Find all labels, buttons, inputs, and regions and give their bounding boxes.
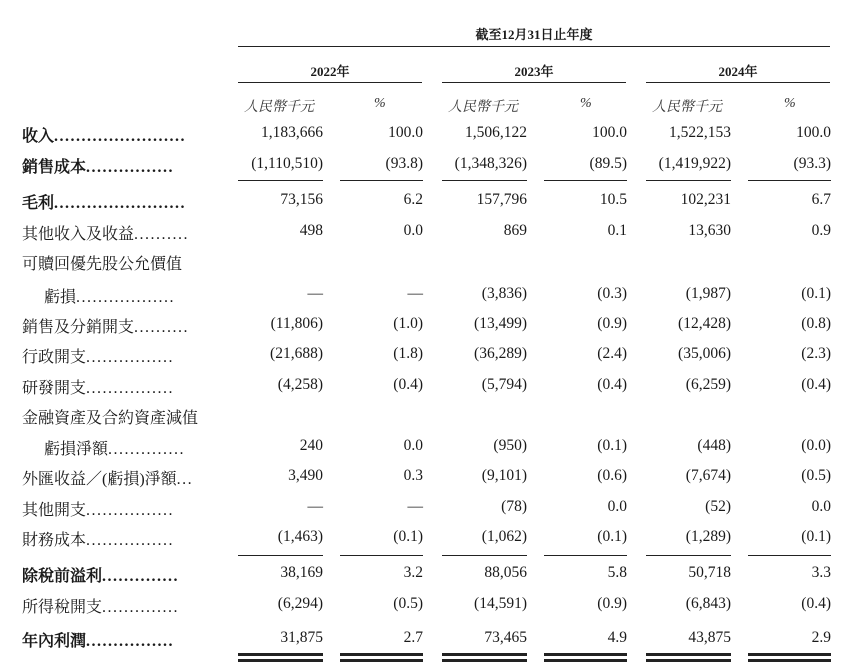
row-value: 3.2	[403, 564, 423, 581]
row-value: (0.1)	[801, 528, 831, 545]
row-value: (14,591)	[474, 595, 527, 612]
row-value: (52)	[705, 498, 731, 515]
row-value: (0.6)	[597, 467, 627, 484]
row-value: 0.0	[607, 498, 627, 515]
row-label-text: 金融資產及合約資產減值	[22, 410, 199, 427]
row-value: (0.1)	[801, 285, 831, 302]
row-value: —	[407, 498, 423, 515]
row-label	[22, 375, 174, 398]
subtotal-rule	[340, 180, 423, 181]
row-label-leader: ........................	[54, 128, 187, 145]
period-title: 截至12月31日止年度	[475, 27, 593, 42]
row-value: (0.1)	[597, 437, 627, 454]
row-label-text: 虧損	[44, 289, 77, 306]
row-value: (0.9)	[597, 595, 627, 612]
total-double-rule-bottom	[442, 659, 527, 662]
row-label	[22, 123, 186, 146]
row-value: 157,796	[476, 191, 527, 208]
total-double-rule-bottom	[340, 659, 423, 662]
subtotal-rule	[238, 555, 323, 556]
row-value: (1,987)	[685, 285, 731, 302]
row-value: (5,794)	[481, 376, 527, 393]
year-2024-header: 2024年	[718, 64, 758, 79]
row-label-text: 可贖回優先股公允價值	[22, 256, 183, 273]
row-label-leader: ..............	[102, 568, 180, 585]
row-value: —	[307, 498, 323, 515]
row-label-text: 毛利	[22, 195, 55, 212]
row-value: 498	[299, 222, 323, 239]
total-double-rule-top	[238, 653, 323, 656]
row-value: 0.0	[403, 222, 423, 239]
row-label	[22, 154, 174, 177]
row-label-leader: ..........	[134, 226, 190, 243]
total-double-rule-bottom	[748, 659, 831, 662]
row-value: (93.8)	[385, 155, 423, 172]
total-double-rule-top	[340, 653, 423, 656]
row-value: (1,348,326)	[454, 155, 527, 172]
header-rule	[238, 46, 830, 47]
year-rule-2024	[646, 82, 830, 83]
year-2023-header: 2023年	[514, 64, 554, 79]
row-value: (36,289)	[474, 345, 527, 362]
row-label	[22, 594, 179, 617]
row-value: (13,499)	[474, 315, 527, 332]
row-value: (0.4)	[801, 595, 831, 612]
row-value: 102,231	[680, 191, 731, 208]
row-value: (6,259)	[685, 376, 731, 393]
subtotal-rule	[340, 555, 423, 556]
row-value: (1,289)	[685, 528, 731, 545]
row-value: (0.4)	[597, 376, 627, 393]
row-value: 10.5	[599, 191, 627, 208]
subtotal-rule	[544, 555, 627, 556]
row-label-leader: ..............	[108, 441, 186, 458]
row-value: 50,718	[688, 564, 731, 581]
row-value: (0.4)	[393, 376, 423, 393]
year-rule-2023	[442, 82, 626, 83]
row-label-text: 其他開支	[22, 502, 87, 519]
row-value: 100.0	[388, 124, 423, 141]
row-value: 88,056	[484, 564, 527, 581]
row-label	[22, 405, 198, 428]
row-value: (950)	[493, 437, 527, 454]
total-double-rule-top	[748, 653, 831, 656]
row-value: 4.9	[607, 629, 627, 646]
row-value: 73,465	[484, 629, 527, 646]
row-value: (12,428)	[678, 315, 731, 332]
row-value: (3,836)	[481, 285, 527, 302]
row-value: (0.3)	[597, 285, 627, 302]
row-label-text: 收入	[22, 128, 55, 145]
row-value: 13,630	[688, 222, 731, 239]
row-label	[22, 466, 193, 489]
row-label-text: 銷售成本	[22, 159, 87, 176]
subtotal-rule	[748, 555, 831, 556]
row-value: (0.5)	[393, 595, 423, 612]
row-label	[22, 221, 189, 244]
total-double-rule-top	[646, 653, 731, 656]
row-label-leader: ..................	[76, 289, 176, 306]
row-label-leader: ................	[86, 633, 175, 650]
row-value: (0.4)	[801, 376, 831, 393]
total-double-rule-bottom	[646, 659, 731, 662]
row-value: (11,806)	[270, 315, 323, 332]
row-value: (7,674)	[685, 467, 731, 484]
row-value: (1.0)	[393, 315, 423, 332]
row-value: (1.8)	[393, 345, 423, 362]
row-value: (6,843)	[685, 595, 731, 612]
row-value: (0.1)	[393, 528, 423, 545]
row-label-text: 財務成本	[22, 532, 87, 549]
unit-pct-2024: %	[784, 96, 796, 111]
row-label-leader: ..........	[134, 319, 190, 336]
row-value: 100.0	[592, 124, 627, 141]
row-label	[22, 527, 174, 550]
row-value: (9,101)	[481, 467, 527, 484]
row-value: (0.8)	[801, 315, 831, 332]
row-label-leader: ................	[86, 532, 175, 549]
total-double-rule-bottom	[544, 659, 627, 662]
row-value: (35,006)	[678, 345, 731, 362]
row-value: 0.3	[403, 467, 423, 484]
row-value: 73,156	[280, 191, 323, 208]
row-value: 1,506,122	[465, 124, 527, 141]
row-value: (78)	[501, 498, 527, 515]
row-label	[22, 190, 186, 213]
row-label-text: 所得稅開支	[22, 599, 103, 616]
row-label	[22, 563, 179, 586]
row-label	[22, 497, 174, 520]
row-value: (2.3)	[801, 345, 831, 362]
subtotal-rule	[442, 180, 527, 181]
row-label-leader: ........................	[54, 195, 187, 212]
row-value: 1,522,153	[669, 124, 731, 141]
row-label-leader: ................	[86, 502, 175, 519]
subtotal-rule	[646, 555, 731, 556]
row-value: 31,875	[280, 629, 323, 646]
row-value: —	[407, 285, 423, 302]
total-double-rule-top	[544, 653, 627, 656]
row-value: (1,463)	[277, 528, 323, 545]
row-value: 43,875	[688, 629, 731, 646]
unit-pct-2023: %	[580, 96, 592, 111]
row-value: 5.8	[607, 564, 627, 581]
row-value: 2.7	[403, 629, 423, 646]
row-value: 100.0	[796, 124, 831, 141]
row-value: (93.3)	[793, 155, 831, 172]
row-label	[22, 344, 174, 367]
row-value: 0.0	[403, 437, 423, 454]
row-label-text: 虧損淨額	[44, 441, 109, 458]
subtotal-rule	[544, 180, 627, 181]
unit-pct-2022: %	[374, 96, 386, 111]
row-value: 38,169	[280, 564, 323, 581]
row-value: 0.9	[811, 222, 831, 239]
row-value: 3,490	[288, 467, 323, 484]
row-label-leader: ...	[176, 471, 194, 488]
row-value: 0.1	[607, 222, 627, 239]
subtotal-rule	[442, 555, 527, 556]
row-label-text: 其他收入及收益	[22, 226, 135, 243]
row-label-text: 外匯收益／(虧損)淨額	[22, 471, 177, 488]
unit-amount-2023: 人民幣千元	[448, 100, 518, 115]
row-label-text: 除稅前溢利	[22, 568, 103, 585]
row-value: 6.2	[403, 191, 423, 208]
row-label-text: 研發開支	[22, 380, 87, 397]
year-2022-header: 2022年	[310, 64, 350, 79]
row-label-text: 行政開支	[22, 349, 87, 366]
row-value: (4,258)	[277, 376, 323, 393]
subtotal-rule	[238, 180, 323, 181]
row-value: (0.1)	[597, 528, 627, 545]
row-value: (0.9)	[597, 315, 627, 332]
unit-amount-2022: 人民幣千元	[244, 100, 314, 115]
row-value: 869	[503, 222, 527, 239]
total-double-rule-top	[442, 653, 527, 656]
row-label-text: 年內利潤	[22, 633, 87, 650]
year-rule-2022	[238, 82, 422, 83]
row-value: (89.5)	[589, 155, 627, 172]
row-label	[44, 284, 175, 307]
row-label-leader: ................	[86, 380, 175, 397]
row-label	[22, 628, 174, 651]
row-label	[44, 436, 185, 459]
subtotal-rule	[646, 180, 731, 181]
row-value: (2.4)	[597, 345, 627, 362]
unit-amount-2024: 人民幣千元	[652, 100, 722, 115]
row-label-leader: ..............	[102, 599, 180, 616]
row-value: 240	[299, 437, 323, 454]
row-value: (1,110,510)	[251, 155, 323, 172]
row-value: (1,419,922)	[658, 155, 731, 172]
row-value: 1,183,666	[261, 124, 323, 141]
row-value: (0.5)	[801, 467, 831, 484]
row-value: 6.7	[811, 191, 831, 208]
row-value: (0.0)	[801, 437, 831, 454]
row-value: 2.9	[811, 629, 831, 646]
row-value: 0.0	[811, 498, 831, 515]
row-label-text: 銷售及分銷開支	[22, 319, 135, 336]
row-value: 3.3	[811, 564, 831, 581]
row-value: —	[307, 285, 323, 302]
row-value: (21,688)	[270, 345, 323, 362]
row-label-leader: ................	[86, 349, 175, 366]
row-label-leader: ................	[86, 159, 175, 176]
row-label	[22, 251, 182, 274]
row-value: (1,062)	[481, 528, 527, 545]
row-label	[22, 314, 189, 337]
total-double-rule-bottom	[238, 659, 323, 662]
row-value: (448)	[697, 437, 731, 454]
subtotal-rule	[748, 180, 831, 181]
row-value: (6,294)	[277, 595, 323, 612]
